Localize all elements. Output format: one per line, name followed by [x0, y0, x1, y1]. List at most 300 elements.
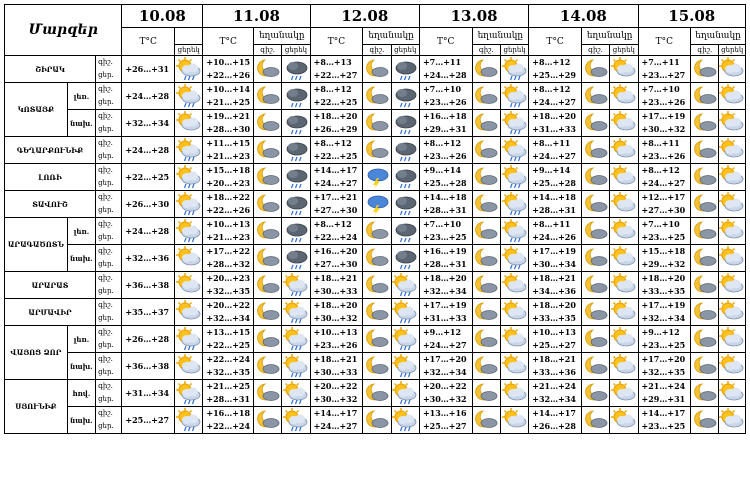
night-weather-cell: [472, 164, 500, 191]
region-name: [5, 299, 96, 326]
temperature-range: [122, 299, 175, 326]
regions-header-label: Մարզեր: [28, 22, 98, 38]
night-subheader-label: գիշ.: [588, 46, 603, 54]
weather-icon-cell: [175, 56, 203, 83]
moon-cloud-icon: [473, 84, 499, 108]
night-weather-cell: [253, 353, 281, 380]
sun-cloud-icon: [719, 84, 745, 108]
night-weather-cell: [472, 245, 500, 272]
weather-icon-cell: [175, 110, 203, 137]
day-weather-cell: [719, 137, 746, 164]
day-weather-cell: [282, 191, 310, 218]
day-temp: +28…+32: [206, 259, 251, 269]
day-label: ցեր.: [98, 98, 114, 106]
region-row: [5, 164, 746, 191]
night-temp: +8…+11: [532, 219, 571, 229]
temperature-range: [419, 191, 472, 218]
moon-cloud-icon: [692, 219, 718, 243]
night-weather-cell: [253, 245, 281, 272]
moon-cloud-icon: [473, 273, 499, 297]
sun-cloud-rain-icon: [283, 381, 309, 405]
weather-header-label: եղանակը: [259, 31, 305, 41]
day-temp: +26…+29: [313, 124, 358, 134]
day-weather-cell: [500, 380, 528, 407]
day-weather-cell: [610, 83, 638, 110]
night-weather-cell: [363, 164, 391, 191]
temperature-range: [529, 407, 582, 434]
night-temp: +18…+20: [422, 273, 467, 283]
day-temp: +22…+24: [313, 232, 358, 242]
day-weather-cell: [719, 245, 746, 272]
day-label: ցեր.: [98, 233, 114, 241]
temperature-range: [122, 56, 175, 83]
moon-cloud-icon: [692, 300, 718, 324]
moon-cloud-icon: [583, 165, 609, 189]
time-of-day: [96, 272, 122, 299]
temperature-range: [122, 83, 175, 110]
day-weather-cell: [610, 110, 638, 137]
sun-cloud-rain-icon: [392, 354, 418, 378]
day-label: ցեր.: [98, 206, 114, 214]
night-temp: +20…+23: [206, 273, 251, 283]
day-temp: +32…+34: [125, 117, 170, 128]
moon-cloud-icon: [364, 57, 390, 81]
night-weather-cell: [581, 353, 609, 380]
sun-cloud-icon: [611, 84, 637, 108]
sun-cloud-icon: [611, 192, 637, 216]
moon-cloud-icon: [692, 246, 718, 270]
night-temp: +10…+13: [532, 327, 576, 337]
moon-cloud-icon: [692, 408, 718, 432]
day-weather-cell: [610, 380, 638, 407]
night-temp: +7…+10: [422, 84, 462, 94]
night-weather-cell: [472, 191, 500, 218]
day-temp: +24…+27: [313, 421, 358, 431]
temperature-range: [203, 83, 254, 110]
moon-cloud-icon: [692, 192, 718, 216]
moon-cloud-icon: [692, 138, 718, 162]
temperature-range: [203, 299, 254, 326]
night-weather-cell: [691, 110, 719, 137]
night-weather-cell: [363, 353, 391, 380]
temperature-range: [203, 110, 254, 137]
night-temp: +16…+18: [206, 408, 251, 418]
night-weather-cell: [691, 326, 719, 353]
sun-cloud-icon: [176, 111, 202, 135]
temperature-range: [310, 218, 363, 245]
night-weather-cell: [363, 299, 391, 326]
night-weather-cell: [581, 380, 609, 407]
day-temp: +32…+34: [641, 313, 686, 323]
night-label: գիշ.: [98, 247, 113, 255]
day-label: ցեր.: [98, 125, 114, 133]
date-label: 15.08: [668, 7, 716, 25]
night-weather-cell: [581, 164, 609, 191]
day-weather-cell: [282, 110, 310, 137]
temp-column-header: [203, 28, 254, 56]
region-name: [5, 380, 68, 434]
moon-cloud-icon: [583, 84, 609, 108]
night-weather-cell: [581, 110, 609, 137]
subregion-label: լեռ.: [73, 334, 90, 344]
region-name: [5, 164, 96, 191]
day-temp: +23…+25: [641, 232, 686, 242]
temperature-range: [122, 380, 175, 407]
day-weather-cell: [391, 83, 419, 110]
time-of-day: [96, 110, 122, 137]
night-temp: +10…+15: [206, 57, 251, 67]
date-label: 10.08: [138, 7, 186, 25]
weather-header-label: եղանակը: [477, 31, 524, 41]
day-weather-cell: [391, 326, 419, 353]
day-temp: +24…+28: [125, 144, 170, 155]
night-temp: +18…+22: [206, 192, 251, 202]
temperature-range: [203, 218, 254, 245]
day-weather-cell: [500, 218, 528, 245]
night-label: գիշ.: [98, 382, 113, 390]
night-weather-cell: [363, 326, 391, 353]
sun-cloud-icon: [611, 138, 637, 162]
time-of-day: [96, 191, 122, 218]
sun-cloud-icon: [719, 300, 745, 324]
moon-cloud-icon: [255, 246, 281, 270]
night-weather-cell: [363, 380, 391, 407]
sun-cloud-rain-icon: [176, 165, 202, 189]
cloud-rain-icon: [392, 84, 418, 108]
night-temp: +17…+22: [206, 246, 251, 256]
cloud-rain-icon: [392, 246, 418, 270]
temperature-range: [419, 83, 472, 110]
region-name-label: ՇԻՐԱԿ: [35, 64, 65, 74]
day-temp: +31…+33: [532, 124, 576, 134]
night-temp: +17…+20: [422, 354, 467, 364]
moon-cloud-icon: [255, 219, 281, 243]
night-weather-cell: [691, 164, 719, 191]
day-temp: +32…+34: [422, 367, 467, 377]
region-name-label: ԿՈՏԱՅՔ: [17, 105, 55, 114]
region-name-label: ՍՅՈՒՆԻՔ: [15, 402, 57, 411]
night-temp: +18…+21: [313, 354, 358, 364]
sun-cloud-rain-icon: [283, 273, 309, 297]
region-name: [5, 191, 96, 218]
day-temp: +33…+35: [641, 286, 686, 296]
day-temp: +31…+34: [125, 387, 170, 398]
moon-cloud-icon: [692, 165, 718, 189]
moon-cloud-icon: [473, 246, 499, 270]
region-row: [5, 218, 746, 245]
day-subheader: [610, 45, 638, 56]
temperature-range: [638, 326, 691, 353]
day-weather-cell: [282, 380, 310, 407]
sun-cloud-icon: [719, 138, 745, 162]
day-temp: +22…+26: [206, 70, 251, 80]
day-weather-cell: [391, 245, 419, 272]
day-temp: +23…+27: [641, 70, 686, 80]
night-label: գիշ.: [98, 274, 113, 282]
day-weather-cell: [500, 407, 528, 434]
day-temp: +22…+25: [313, 97, 358, 107]
day-weather-cell: [610, 218, 638, 245]
sun-cloud-rain-icon: [502, 192, 528, 216]
temperature-range: [203, 380, 254, 407]
day-subheader: [719, 45, 746, 56]
subregion-label: նախ.: [70, 253, 93, 263]
time-of-day: [96, 407, 122, 434]
date-header: [638, 5, 745, 28]
night-label: գիշ.: [98, 328, 113, 336]
night-temp: +8…+12: [313, 138, 352, 148]
day-temp: +24…+28: [125, 90, 170, 101]
region-row: [5, 56, 746, 83]
moon-cloud-icon: [255, 273, 281, 297]
temp-header-label: T°C: [139, 36, 157, 47]
sun-cloud-icon: [176, 273, 202, 297]
region-name-label: ՏԱՎՈՒՇ: [32, 199, 68, 209]
temperature-range: [122, 272, 175, 299]
night-weather-cell: [691, 407, 719, 434]
temperature-range: [122, 191, 175, 218]
day-label: ցեր.: [98, 260, 114, 268]
temperature-range: [638, 299, 691, 326]
day-weather-cell: [282, 164, 310, 191]
sun-cloud-rain-icon: [502, 246, 528, 270]
night-temp: +17…+19: [422, 300, 467, 310]
day-weather-cell: [282, 137, 310, 164]
day-weather-cell: [610, 164, 638, 191]
sun-cloud-icon: [611, 273, 637, 297]
temperature-range: [529, 299, 582, 326]
night-temp: +10…+14: [206, 84, 251, 94]
moon-cloud-icon: [364, 273, 390, 297]
night-temp: +22…+24: [206, 354, 251, 364]
day-label: ցեր.: [98, 395, 114, 403]
moon-cloud-icon: [364, 111, 390, 135]
night-label: գիշ.: [98, 85, 113, 93]
weather-column-header: [175, 28, 203, 45]
moon-cloud-icon: [583, 111, 609, 135]
temperature-range: [203, 56, 254, 83]
night-weather-cell: [691, 272, 719, 299]
date-header: [310, 5, 419, 28]
night-temp: +21…+25: [206, 381, 251, 391]
day-temp: +25…+27: [422, 421, 467, 431]
night-temp: +8…+12: [422, 138, 462, 148]
temperature-range: [638, 110, 691, 137]
day-weather-cell: [282, 272, 310, 299]
region-name-label: ԳԵՂԱՐՔՈՒՆԻՔ: [16, 145, 84, 155]
night-temp: +9…+14: [422, 165, 462, 175]
night-label: գիշ.: [98, 220, 113, 228]
night-temp: +13…+16: [422, 408, 467, 418]
moon-cloud-icon: [364, 408, 390, 432]
sun-cloud-icon: [611, 408, 637, 432]
day-temp: +22…+25: [125, 171, 170, 182]
night-weather-cell: [472, 218, 500, 245]
weather-icon-cell: [175, 272, 203, 299]
temperature-range: [419, 407, 472, 434]
day-temp: +24…+28: [422, 70, 467, 80]
moon-cloud-icon: [255, 300, 281, 324]
region-name-label: ԱՐՄԱՎԻՐ: [28, 307, 72, 317]
temperature-range: [310, 83, 363, 110]
subregion-name: [67, 83, 95, 110]
day-weather-cell: [500, 272, 528, 299]
night-temp: +18…+20: [641, 273, 686, 283]
night-weather-cell: [581, 83, 609, 110]
temperature-range: [203, 245, 254, 272]
day-temp: +23…+26: [641, 151, 686, 161]
night-weather-cell: [472, 83, 500, 110]
day-weather-cell: [391, 380, 419, 407]
subregion-label: նախ.: [70, 415, 93, 425]
moon-cloud-icon: [255, 84, 281, 108]
sun-cloud-icon: [502, 381, 528, 405]
moon-cloud-icon: [473, 192, 499, 216]
day-temp: +33…+36: [532, 367, 576, 377]
night-weather-cell: [581, 326, 609, 353]
sun-cloud-icon: [611, 246, 637, 270]
night-temp: +21…+24: [641, 381, 686, 391]
subregion-name: [67, 407, 95, 434]
moon-cloud-icon: [583, 300, 609, 324]
day-weather-cell: [391, 272, 419, 299]
night-weather-cell: [691, 380, 719, 407]
temp-header-label: T°C: [655, 36, 674, 47]
temperature-range: [310, 164, 363, 191]
temperature-range: [638, 83, 691, 110]
day-label: ցեր.: [98, 341, 114, 349]
night-temp: +18…+20: [532, 300, 576, 310]
day-temp: +31…+33: [422, 313, 467, 323]
temperature-range: [419, 164, 472, 191]
region-name-label: ՎԱՅՈՑ ՁՈՐ: [10, 348, 62, 357]
moon-cloud-icon: [364, 138, 390, 162]
weather-icon-cell: [175, 299, 203, 326]
weather-column-header: [581, 28, 638, 45]
night-weather-cell: [363, 407, 391, 434]
day-temp: +28…+31: [422, 259, 467, 269]
day-temp: +23…+26: [313, 340, 358, 350]
day-temp: +24…+27: [641, 178, 686, 188]
night-temp: +14…+17: [532, 408, 576, 418]
sun-cloud-rain-icon: [176, 327, 202, 351]
region-row: [5, 137, 746, 164]
day-temp: +24…+26: [532, 232, 576, 242]
night-label: գիշ.: [98, 301, 113, 309]
moon-cloud-icon: [583, 246, 609, 270]
sun-cloud-icon: [611, 57, 637, 81]
moon-cloud-icon: [473, 408, 499, 432]
cloud-rain-icon: [392, 111, 418, 135]
day-weather-cell: [500, 164, 528, 191]
day-temp: +22…+26: [206, 205, 251, 215]
moon-cloud-icon: [473, 57, 499, 81]
day-label: ցեր.: [98, 179, 114, 187]
region-name: [5, 326, 68, 380]
moon-cloud-icon: [473, 138, 499, 162]
temperature-range: [638, 218, 691, 245]
subregion-name: [67, 326, 95, 353]
subregion-label: լեռ.: [73, 91, 90, 101]
time-of-day: [96, 326, 122, 353]
night-weather-cell: [253, 83, 281, 110]
temperature-range: [638, 191, 691, 218]
sun-cloud-rain-icon: [283, 354, 309, 378]
temperature-range: [310, 407, 363, 434]
sun-cloud-rain-icon: [392, 327, 418, 351]
day-temp: +29…+31: [641, 394, 686, 404]
weather-column-header: [363, 28, 420, 45]
day-weather-cell: [610, 299, 638, 326]
moon-cloud-icon: [692, 327, 718, 351]
subregion-name: [67, 218, 95, 245]
night-temp: +8…+12: [313, 219, 352, 229]
night-weather-cell: [363, 272, 391, 299]
night-temp: +18…+21: [313, 273, 358, 283]
day-weather-cell: [719, 83, 746, 110]
night-weather-cell: [472, 326, 500, 353]
day-weather-cell: [719, 164, 746, 191]
thunderstorm-icon: [364, 192, 390, 216]
day-weather-cell: [719, 191, 746, 218]
moon-cloud-icon: [692, 381, 718, 405]
temp-column-header: [638, 28, 691, 56]
day-temp: +22…+24: [206, 421, 251, 431]
night-temp: +16…+20: [313, 246, 358, 256]
night-weather-cell: [472, 56, 500, 83]
day-temp: +23…+25: [641, 421, 686, 431]
day-temp: +27…+30: [313, 205, 358, 215]
moon-cloud-icon: [583, 219, 609, 243]
night-label: գիշ.: [98, 193, 113, 201]
weather-icon-cell: [175, 245, 203, 272]
night-label: գիշ.: [98, 166, 113, 174]
moon-cloud-icon: [364, 354, 390, 378]
temperature-range: [310, 137, 363, 164]
night-temp: +20…+22: [206, 300, 251, 310]
moon-cloud-icon: [364, 84, 390, 108]
temperature-range: [638, 137, 691, 164]
temperature-range: [419, 218, 472, 245]
night-temp: +7…+10: [422, 219, 462, 229]
moon-cloud-icon: [364, 300, 390, 324]
night-temp: +11…+15: [206, 138, 251, 148]
sun-cloud-icon: [502, 354, 528, 378]
night-weather-cell: [581, 299, 609, 326]
temperature-range: [203, 326, 254, 353]
day-temp: +21…+25: [206, 97, 251, 107]
night-weather-cell: [253, 326, 281, 353]
day-weather-cell: [719, 353, 746, 380]
sun-cloud-icon: [502, 300, 528, 324]
day-weather-cell: [610, 56, 638, 83]
day-weather-cell: [500, 245, 528, 272]
day-temp: +24…+27: [532, 151, 576, 161]
day-temp: +24…+27: [532, 97, 576, 107]
sun-cloud-icon: [719, 354, 745, 378]
temperature-range: [122, 353, 175, 380]
temperature-range: [310, 245, 363, 272]
sun-cloud-icon: [719, 273, 745, 297]
day-temp: +27…+30: [313, 259, 358, 269]
temperature-range: [310, 353, 363, 380]
night-temp: +8…+11: [641, 138, 680, 148]
time-of-day: [96, 245, 122, 272]
subregion-label: նախ.: [70, 361, 93, 371]
day-weather-cell: [719, 56, 746, 83]
night-subheader: [253, 45, 281, 56]
night-weather-cell: [472, 380, 500, 407]
